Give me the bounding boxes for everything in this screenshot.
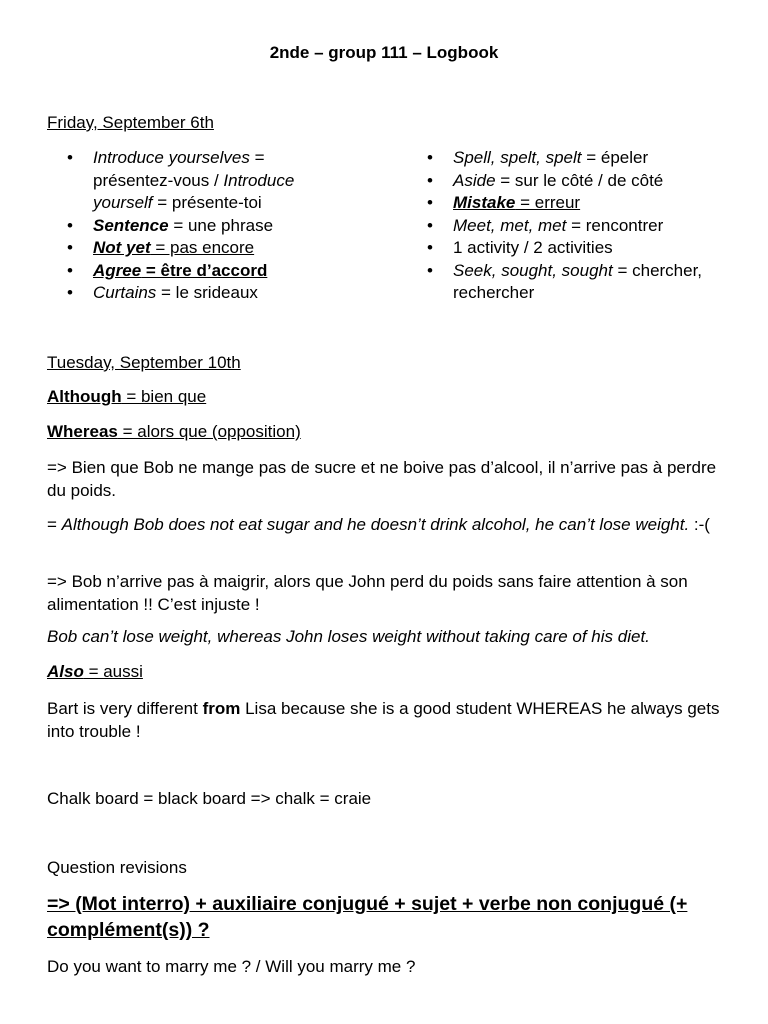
- definition: = alors que (opposition): [117, 422, 301, 441]
- paragraph-french-1: => Bien que Bob ne mange pas de sucre et ne boive pas d’alcool, il n’arrive pas à perdre du poids.: [47, 458, 717, 500]
- definition: = une phrase: [168, 215, 274, 235]
- term: Whereas: [47, 422, 118, 441]
- list-item: [407, 237, 727, 260]
- friday-heading: Friday, September 6th: [47, 113, 214, 132]
- term: Spell, spelt, spelt: [453, 148, 582, 167]
- although-line: [47, 387, 206, 407]
- text-bold: from: [202, 699, 241, 718]
- text-italic: Although Bob does not eat sugar and he doesn’t drink alcohol, he can’t lose weight.: [61, 515, 690, 534]
- whereas-line: [47, 422, 301, 442]
- paragraph-english-2: Bob can’t lose weight, whereas John loses weight without taking care of his diet.: [47, 627, 650, 646]
- paragraph-bart: [47, 697, 727, 743]
- definition: = présentez-vous /: [93, 148, 265, 190]
- paragraph-english-1: [47, 513, 727, 536]
- document-title: 2nde – group 111 – Logbook: [269, 43, 499, 62]
- list-item: [407, 260, 725, 305]
- term: Mistake: [453, 193, 516, 212]
- tuesday-heading: Tuesday, September 10th: [47, 353, 241, 372]
- list-item: [47, 260, 327, 283]
- example-question: Do you want to marry me ? / Will you marry me ?: [47, 957, 416, 976]
- term: Not yet: [93, 238, 151, 257]
- term: Seek, sought, sought: [453, 260, 613, 280]
- text: :-(: [689, 515, 710, 534]
- definition: = être d’accord: [141, 260, 268, 280]
- list-item: [47, 237, 327, 260]
- definition: = sur le côté / de côté: [495, 170, 664, 190]
- term: Sentence: [93, 215, 169, 235]
- list-item: [47, 215, 327, 238]
- term: Introduce yourself: [93, 170, 295, 212]
- question-formula: => (Mot interro) + auxiliaire conjugué + sujet + verbe non conjugué (+ complément(s)) ?: [47, 893, 688, 941]
- definition: = bien que: [121, 387, 207, 406]
- also-line: [47, 662, 143, 682]
- friday-left-list: [47, 147, 327, 305]
- list-item: [407, 192, 727, 215]
- definition: = le srideaux: [156, 283, 258, 302]
- term: Meet, met, met: [453, 215, 567, 235]
- term: Curtains: [93, 283, 157, 302]
- text: Bart is very different: [47, 699, 203, 718]
- list-item: [47, 282, 327, 305]
- term: Agree: [93, 260, 142, 280]
- term: 1 activity / 2 activities: [453, 238, 613, 257]
- paragraph-french-2: => Bob n’arrive pas à maigrir, alors que John perd du poids sans faire attention à son alimentation !! C’est injuste !: [47, 572, 688, 614]
- definition: = aussi: [83, 662, 143, 681]
- text: Lisa because she is a good student WHEREAS he always gets into trouble !: [47, 699, 720, 741]
- term: Introduce yourselves: [93, 148, 250, 167]
- term: Aside: [453, 170, 496, 190]
- question-revisions: Question revisions: [47, 858, 187, 877]
- friday-right-list: [407, 147, 727, 305]
- term: Also: [47, 662, 84, 681]
- definition: = chercher, rechercher: [453, 260, 703, 302]
- chalk-line: Chalk board = black board => chalk = craie: [47, 789, 372, 808]
- term: Although: [47, 387, 122, 406]
- definition: = présente-toi: [152, 193, 262, 212]
- list-item: [407, 215, 727, 238]
- definition: = erreur: [515, 193, 581, 212]
- list-item: [47, 147, 323, 215]
- definition: = épeler: [581, 148, 649, 167]
- list-item: [407, 170, 727, 193]
- definition: = rencontrer: [566, 215, 664, 235]
- definition: = pas encore: [150, 238, 255, 257]
- list-item: [407, 147, 727, 170]
- text: =: [47, 515, 62, 534]
